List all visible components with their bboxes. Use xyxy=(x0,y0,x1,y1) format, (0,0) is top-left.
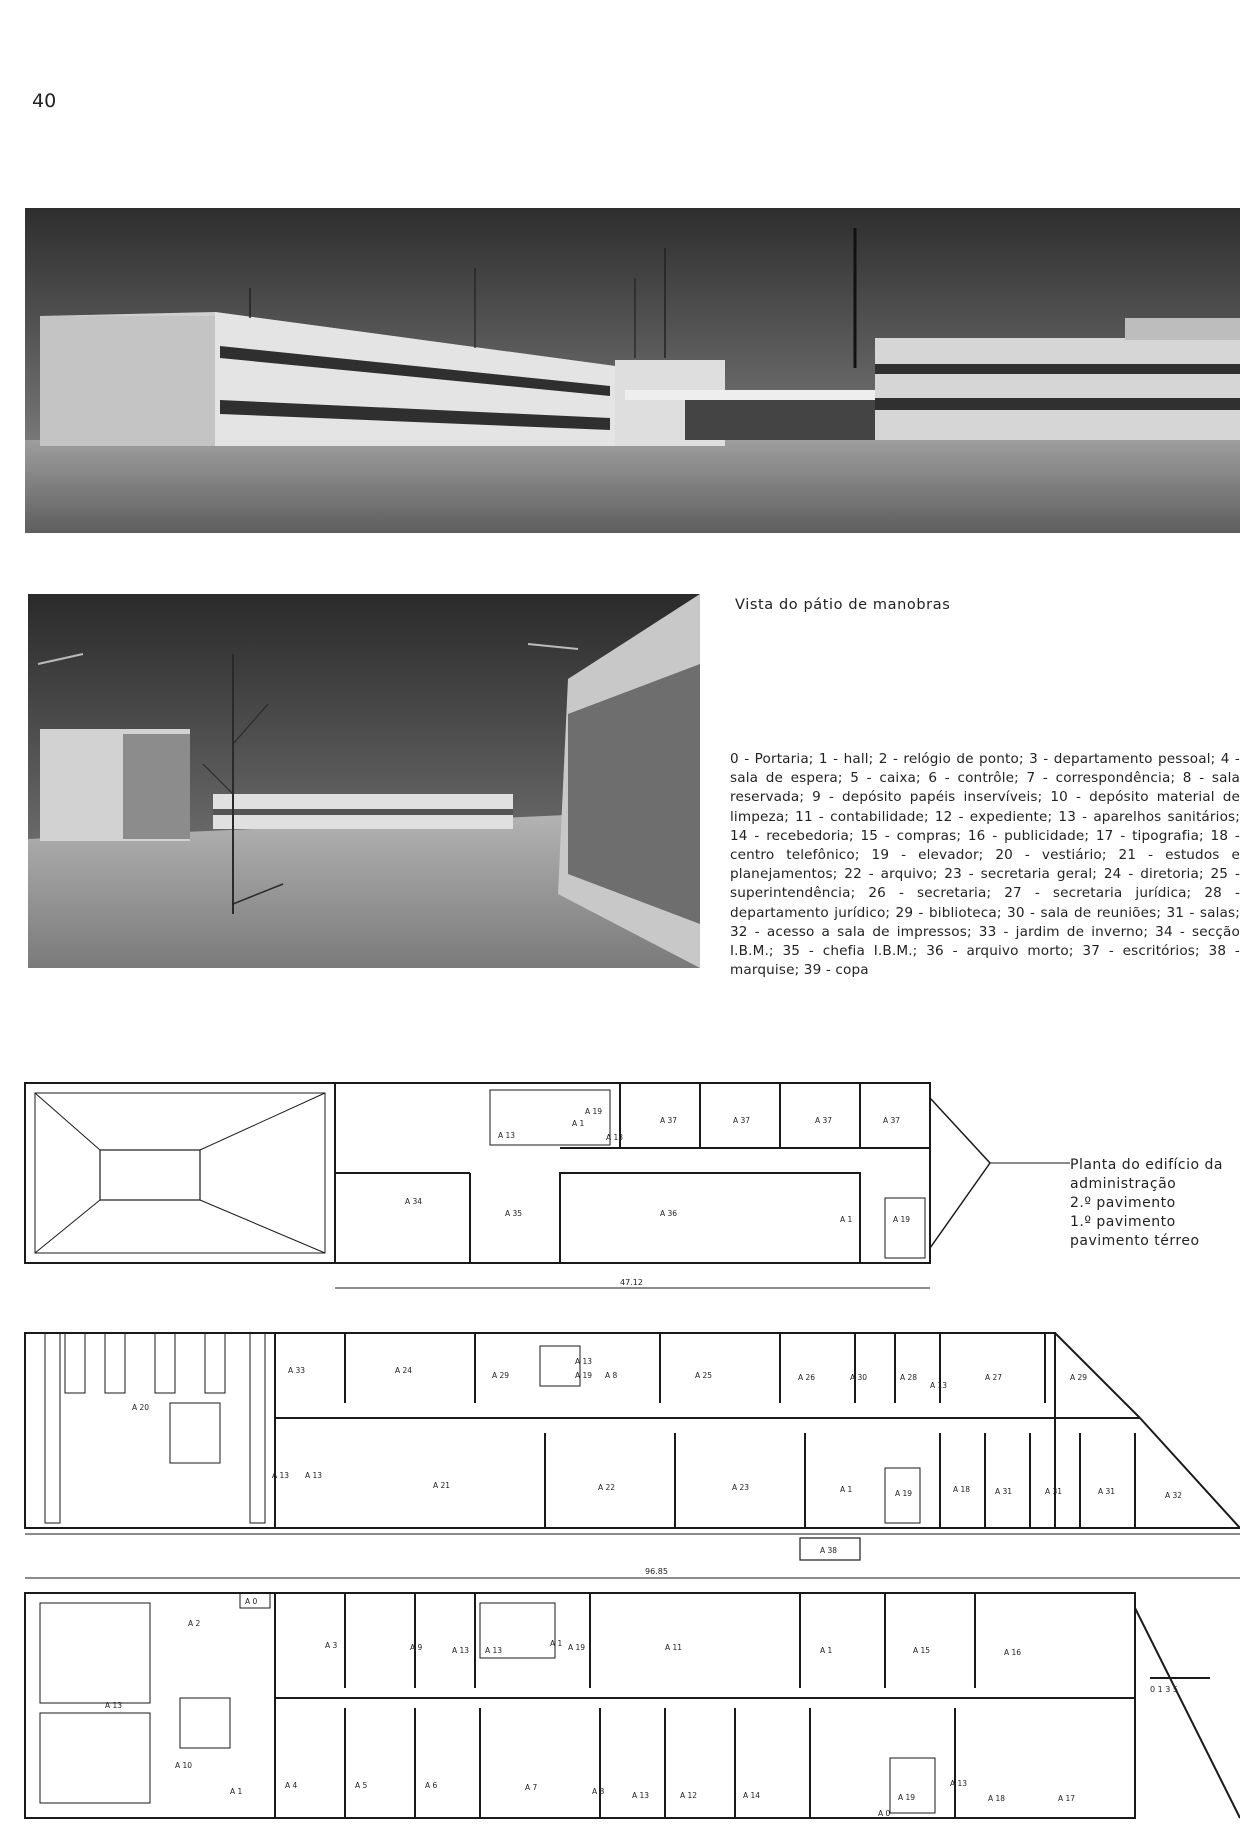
courtyard-photo xyxy=(28,594,700,968)
room-label: A 38 xyxy=(820,1546,838,1555)
room-label: A 14 xyxy=(743,1791,761,1800)
room-label: A 33 xyxy=(288,1366,306,1375)
room-label: A 19 xyxy=(568,1643,586,1652)
room-label: A 20 xyxy=(132,1403,150,1412)
room-label: A 13 xyxy=(950,1779,968,1788)
floor-plan-2nd-floor xyxy=(20,1078,1070,1310)
dimension-label-floor2: 47.12 xyxy=(620,1278,643,1287)
room-label: A 10 xyxy=(175,1761,193,1770)
room-label: A 28 xyxy=(900,1373,918,1382)
room-label: A 18 xyxy=(988,1794,1006,1803)
room-label: A 31 xyxy=(1045,1487,1063,1496)
room-label: A 13 xyxy=(575,1357,593,1366)
floor-plan-1st-floor xyxy=(20,1328,1240,1598)
room-label: A 27 xyxy=(985,1373,1003,1382)
room-label: A 19 xyxy=(898,1793,916,1802)
room-label: A 7 xyxy=(525,1783,538,1792)
photo-caption: Vista do pátio de manobras xyxy=(735,597,951,613)
plan-caption-floor-1: 1.º pavimento xyxy=(1070,1214,1176,1230)
room-label: A 34 xyxy=(405,1197,423,1206)
room-label: A 4 xyxy=(285,1781,298,1790)
room-label: A 11 xyxy=(665,1643,683,1652)
room-label: A 3 xyxy=(325,1641,338,1650)
room-label: A 37 xyxy=(660,1116,678,1125)
room-label: A 5 xyxy=(355,1781,368,1790)
room-label: A 15 xyxy=(913,1646,931,1655)
room-label: A 35 xyxy=(505,1209,523,1218)
plan-caption-title: Planta do edifício da xyxy=(1070,1157,1223,1173)
plan-caption xyxy=(1070,1156,1223,1251)
room-label: A 0 xyxy=(245,1597,258,1606)
room-label: A 22 xyxy=(598,1483,616,1492)
room-label: A 29 xyxy=(492,1371,510,1380)
room-label: A 37 xyxy=(815,1116,833,1125)
room-label: A 37 xyxy=(883,1116,901,1125)
room-label: A 24 xyxy=(395,1366,413,1375)
plan-caption-subtitle: administração xyxy=(1070,1176,1177,1192)
floor-plan-ground-floor xyxy=(20,1588,1240,1825)
room-label: A 31 xyxy=(1098,1487,1116,1496)
dimension-label-floor1: 96.85 xyxy=(645,1567,668,1576)
room-label: A 19 xyxy=(895,1489,913,1498)
room-label: A 29 xyxy=(1070,1373,1088,1382)
room-label: A 0 xyxy=(878,1809,891,1818)
room-label: A 18 xyxy=(953,1485,971,1494)
plan-caption-floor-2: 2.º pavimento xyxy=(1070,1195,1176,1211)
room-label: A 13 xyxy=(606,1133,624,1142)
room-label: A 31 xyxy=(995,1487,1013,1496)
room-label: A 13 xyxy=(305,1471,323,1480)
room-label: A 1 xyxy=(230,1787,243,1796)
room-label: A 16 xyxy=(1004,1648,1022,1657)
room-label: A 8 xyxy=(605,1371,618,1380)
room-label: A 9 xyxy=(410,1643,423,1652)
room-label: A 21 xyxy=(433,1481,451,1490)
room-label: A 1 xyxy=(550,1639,563,1648)
room-label: A 2 xyxy=(188,1619,201,1628)
room-label: A 6 xyxy=(425,1781,438,1790)
building-photo-wide xyxy=(25,208,1240,533)
room-label: A 1 xyxy=(840,1215,853,1224)
room-label: A 1 xyxy=(572,1119,585,1128)
room-label: A 8 xyxy=(592,1787,605,1796)
room-label: A 30 xyxy=(850,1373,868,1382)
room-label: A 17 xyxy=(1058,1794,1076,1803)
room-label: A 37 xyxy=(733,1116,751,1125)
room-label: A 13 xyxy=(498,1131,516,1140)
room-label: A 12 xyxy=(680,1791,698,1800)
room-label: A 36 xyxy=(660,1209,678,1218)
scale-bar-label: 0 1 3 5 xyxy=(1150,1685,1178,1694)
room-label: A 23 xyxy=(732,1483,750,1492)
room-label: A 19 xyxy=(893,1215,911,1224)
room-label: A 25 xyxy=(695,1371,713,1380)
room-label: A 1 xyxy=(820,1646,833,1655)
room-label: A 13 xyxy=(632,1791,650,1800)
room-label: A 13 xyxy=(105,1701,123,1710)
room-label: A 1 xyxy=(840,1485,853,1494)
page-number: 40 xyxy=(32,90,57,112)
plan-caption-ground-floor: pavimento térreo xyxy=(1070,1233,1200,1249)
room-label: A 13 xyxy=(485,1646,503,1655)
room-label: A 13 xyxy=(272,1471,290,1480)
room-label: A 32 xyxy=(1165,1491,1183,1500)
room-label: A 19 xyxy=(575,1371,593,1380)
room-label: A 13 xyxy=(452,1646,470,1655)
room-label: A 13 xyxy=(930,1381,948,1390)
room-label: A 26 xyxy=(798,1373,816,1382)
room-label: A 19 xyxy=(585,1107,603,1116)
room-legend: 0 - Portaria; 1 - hall; 2 - relógio de ponto; 3 - departamento pessoal; 4 - sala de espera; 5 - caixa; 6 - contrôle; 7 - correspondência; 8 - sala reservada; 9 - depósito papéis inservíveis; 10 - depósito material de limpeza; 11 - contabilidade; 12 - expediente; 13 - aparelhos sanitários; 14 - recebedoria; 15 - compras; 16 - publicidade; 17 - tipografia; 18 - centro telefônico; 19 - elevador; 20 - vestiário; 21 - estudos e planejamentos; 22 - arquivo; 23 - secretaria geral; 24 - diretoria; 25 - superintendência; 26 - secretaria; 27 - secretaria jurídica; 28 - departamento jurídico; 29 - biblioteca; 30 - sala de reuniões; 31 - salas; 32 - acesso a sala de impressos; 33 - jardim de inverno; 34 - secção I.B.M.; 35 - chefia I.B.M.; 36 - arquivo morto; 37 - escritórios; 38 - marquise; 39 - copa xyxy=(730,751,1240,979)
